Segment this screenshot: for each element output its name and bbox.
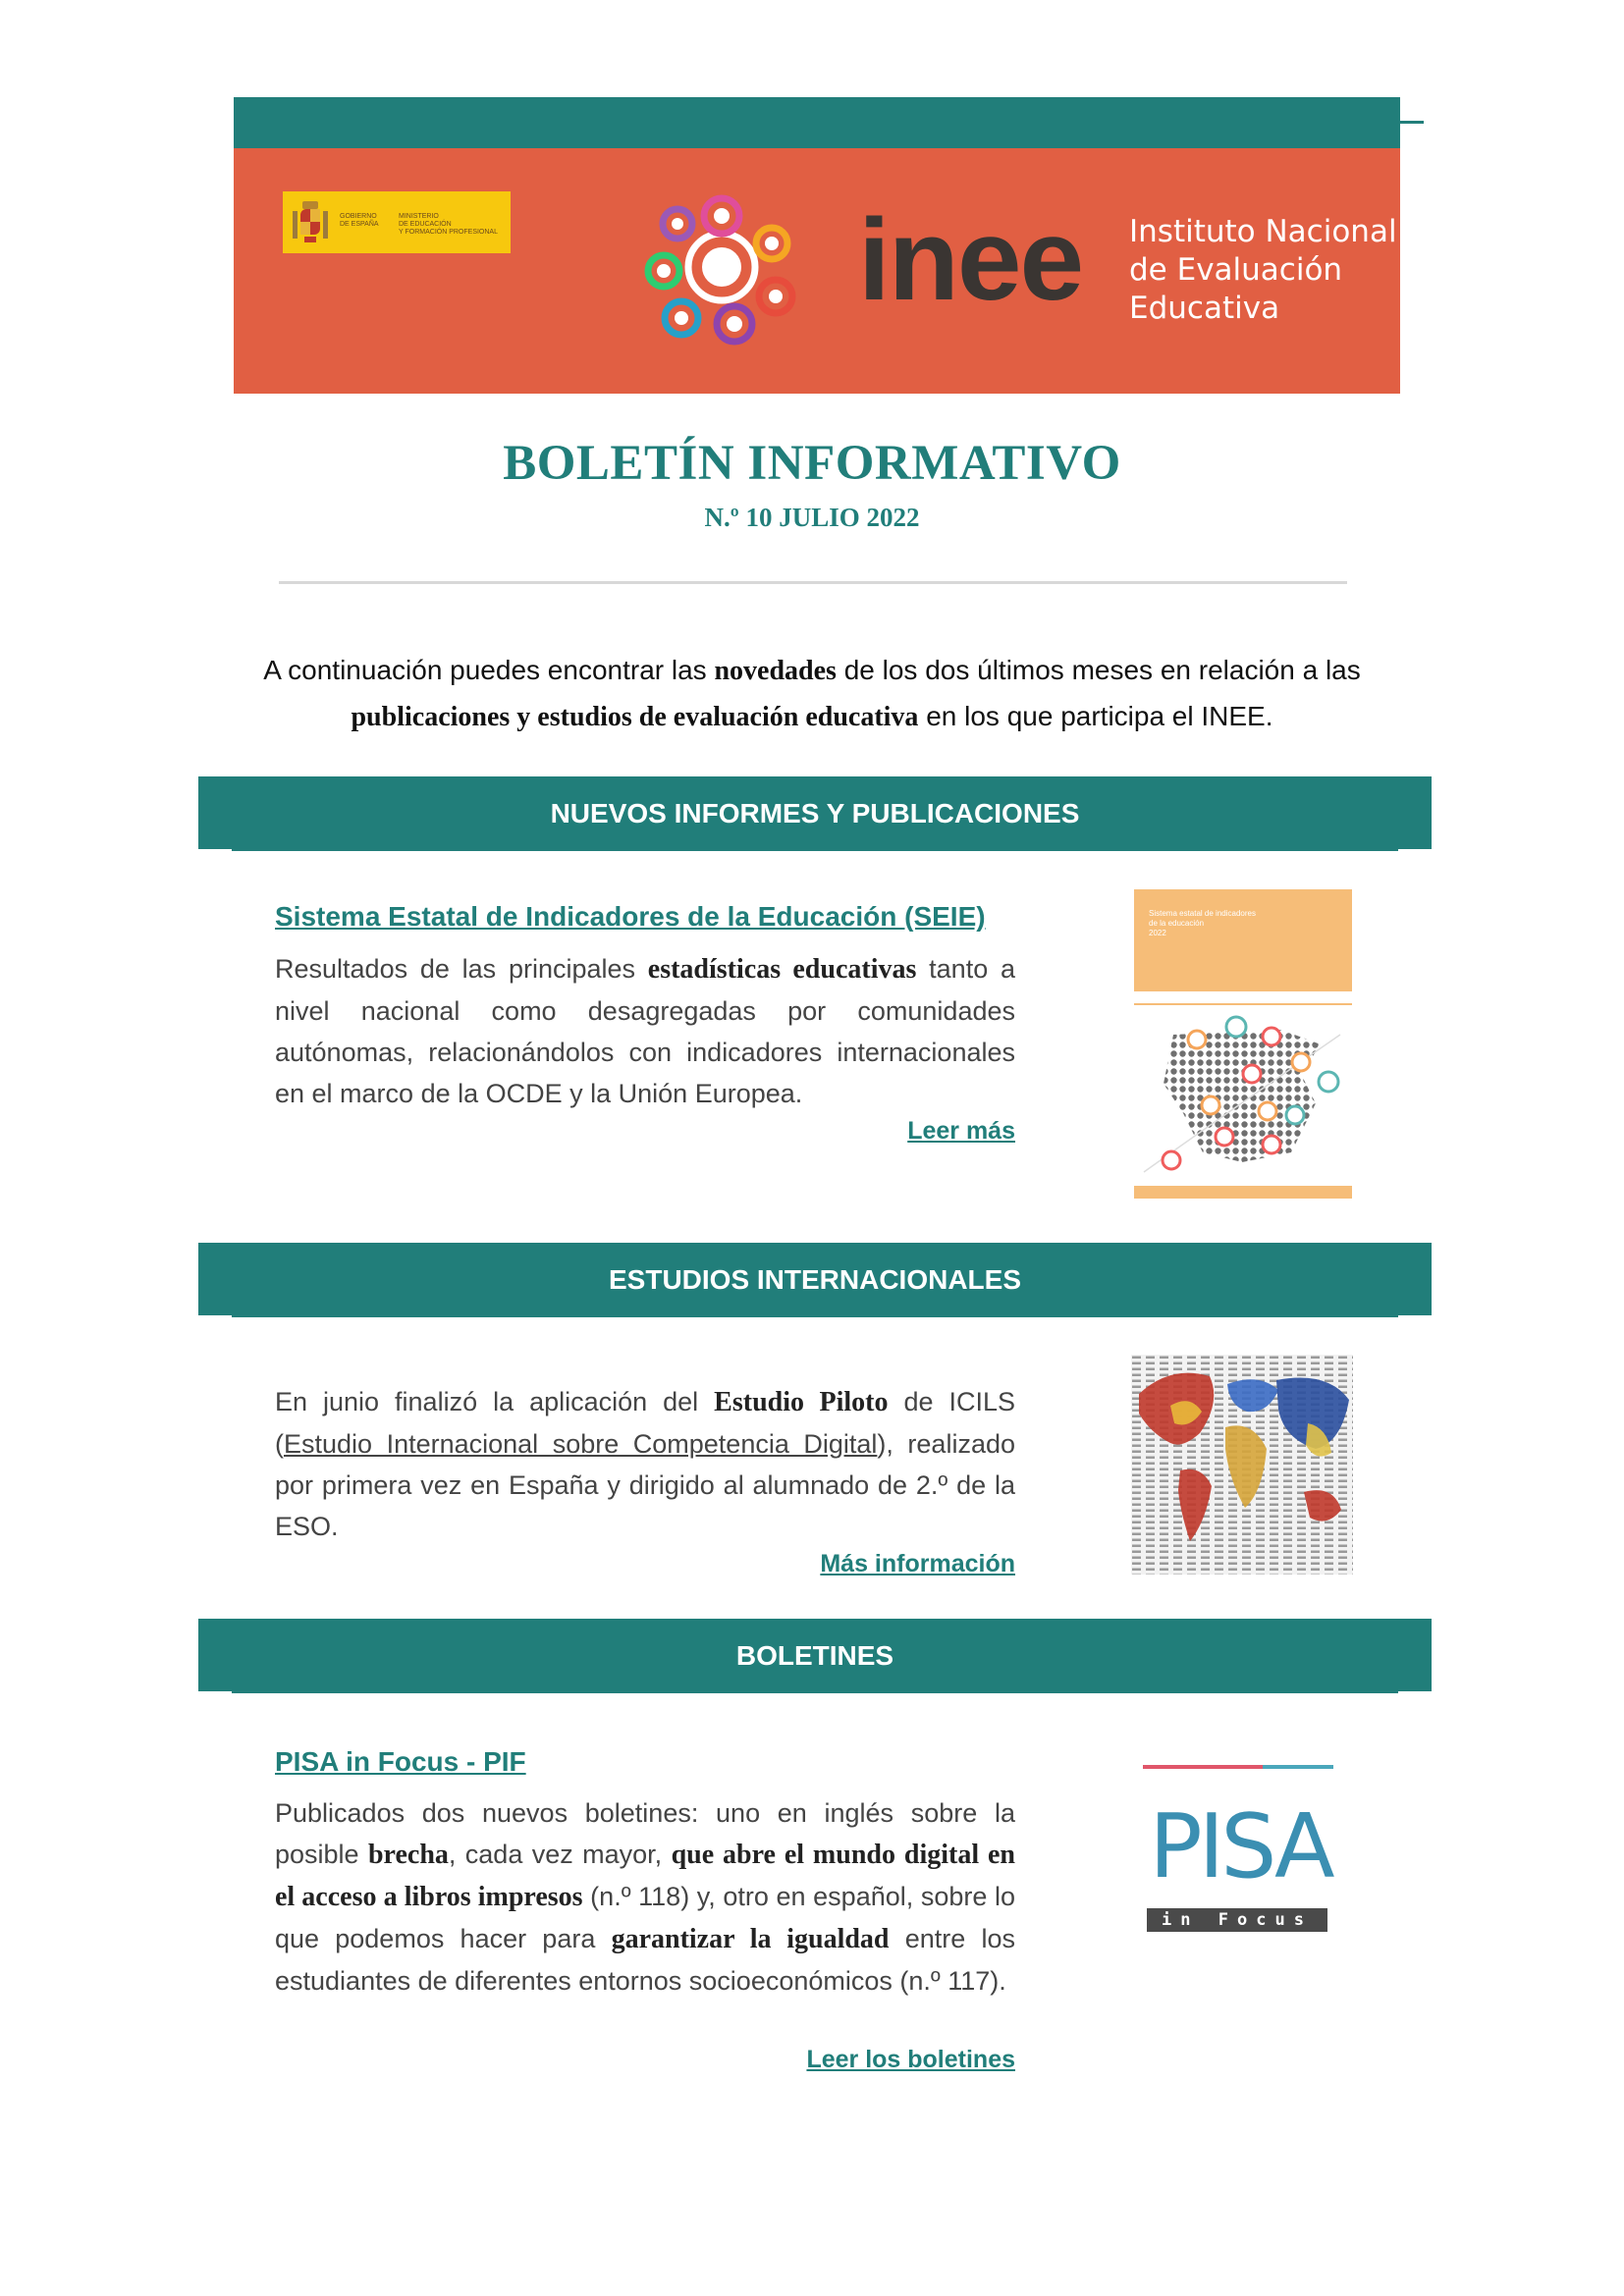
intro-paragraph — [187, 648, 1437, 740]
seie-text-1: Resultados de las principales — [275, 954, 648, 984]
icils-text-2: de ICILS ( — [275, 1387, 1016, 1459]
inee-wordmark: inee — [858, 195, 1083, 325]
icils-text-3: ), realizado por primera vez en España y dirigido al alumnado de 2.º de la ESO. — [275, 1429, 1015, 1541]
icils-text-1: En junio finalizó la aplicación del — [275, 1387, 715, 1416]
section-heading-estudios: ESTUDIOS INTERNACIONALES — [198, 1243, 1432, 1317]
government-logo — [283, 191, 511, 253]
institute-name: Instituto Nacional de Evaluación Educativa — [1129, 214, 1397, 326]
seie-title-link[interactable]: Sistema Estatal de Indicadores de la Educación (SEIE) — [275, 901, 986, 932]
seie-cover-thumbnail[interactable] — [1134, 889, 1352, 1199]
pisa-in-focus-logo — [1137, 1757, 1343, 1953]
intro-text-3: en los que participa el INEE. — [918, 701, 1273, 731]
header-top-bar — [234, 97, 1400, 148]
leer-mas-link[interactable]: Leer más — [907, 1117, 1015, 1145]
icils-bold-1: Estudio Piloto — [714, 1387, 889, 1417]
section-heading-boletines: BOLETINES — [198, 1619, 1432, 1693]
seie-bold-1: estadísticas educativas — [647, 954, 917, 985]
issue-number: N.º 10 JULIO 2022 — [704, 503, 920, 532]
intro-text-2: de los dos últimos meses en relación a las — [836, 655, 1361, 685]
seie-description — [275, 948, 1015, 1114]
intro-text-1: A continuación puedes encontrar las — [263, 655, 715, 685]
icils-study-link[interactable]: Estudio Internacional sobre Competencia Digital — [284, 1429, 878, 1459]
pisa-subtitle: in Focus — [1147, 1908, 1327, 1932]
intro-bold-1: novedades — [714, 656, 837, 686]
ministry-label: MINISTERIO DE EDUCACIÓN Y FORMACIÓN PROFESIONAL — [399, 213, 498, 236]
government-label: GOBIERNO DE ESPAÑA — [340, 213, 379, 228]
education-gears-icon — [638, 187, 805, 353]
section-heading-informes: NUEVOS INFORMES Y PUBLICACIONES — [198, 776, 1432, 851]
leer-boletines-link[interactable]: Leer los boletines — [806, 2046, 1015, 2073]
seie-cover-title: Sistema estatal de indicadores de la educación 2022 — [1149, 909, 1256, 937]
intro-bold-2: publicaciones y estudios de evaluación educativa — [351, 702, 919, 732]
pisa-in-focus-link[interactable]: PISA in Focus - PIF — [275, 1746, 526, 1777]
pisa-text-3: (n.º 118) y, otro en español, sobre lo que podemos hacer para — [275, 1882, 1016, 1953]
pisa-text-2: , cada vez mayor, — [448, 1840, 672, 1869]
world-map-image — [1131, 1355, 1353, 1575]
title-divider — [279, 581, 1347, 584]
pisa-bold-2: que abre el mundo digital en el acceso a libros impresos — [275, 1840, 1015, 1912]
page-title: BOLETÍN INFORMATIVO — [503, 436, 1121, 491]
header-bar-tick — [1400, 121, 1424, 124]
mas-informacion-link[interactable]: Más información — [820, 1550, 1015, 1577]
icils-description — [275, 1381, 1015, 1547]
spain-map-icon — [1134, 1005, 1352, 1187]
coat-of-arms-icon — [291, 199, 330, 246]
pisa-bold-1: brecha — [367, 1840, 449, 1870]
pisa-wordmark: PISA — [1149, 1795, 1331, 1898]
pisa-bold-3: garantizar la igualdad — [611, 1924, 890, 1954]
pisa-text-1: Publicados dos nuevos boletines: uno en inglés sobre la posible — [275, 1798, 1015, 1869]
seie-text-2: tanto a nivel nacional como desagregadas por comunidades autónomas, relacionándolos con indicadores internacionales en el marco de la OCDE y la Unión Europea. — [275, 954, 1016, 1108]
pisa-text-4: entre los estudiantes de diferentes entornos socioeconómicos (n.º 117). — [275, 1924, 1015, 1996]
pisa-description — [275, 1792, 1015, 2002]
